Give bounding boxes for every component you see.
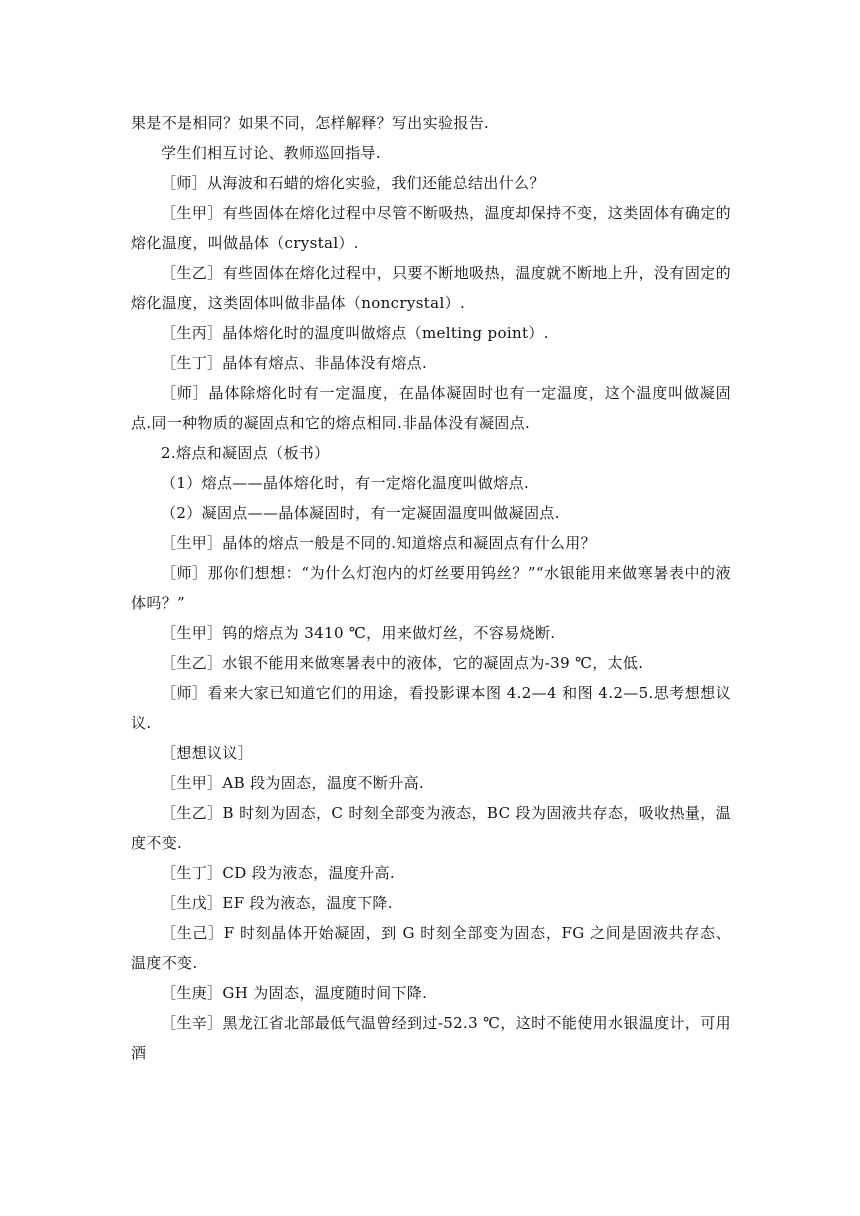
definition-melting-point: （1）熔点——晶体熔化时，有一定熔化温度叫做熔点.	[161, 474, 530, 492]
paragraph-student-question: ［生甲］晶体的熔点一般是不同的.知道熔点和凝固点有什么用？	[161, 534, 596, 552]
paragraph-heilongjiang: ［生辛］黑龙江省北部最低气温曾经到过-52.3 ℃，这时不能使用水银温度计，可用酒	[131, 1014, 731, 1062]
definition-freezing-point: （2）凝固点——晶体凝固时，有一定凝固温度叫做凝固点.	[161, 504, 560, 522]
paragraph-teacher-question: ［师］从海波和石蜡的熔化实验，我们还能总结出什么？	[161, 174, 545, 192]
paragraph-tungsten: ［生甲］钨的熔点为 3410 ℃，用来做灯丝，不容易烧断.	[161, 624, 556, 642]
paragraph-discussion: 学生们相互讨论、教师巡回指导.	[161, 144, 382, 162]
paragraph-figure-reference: ［师］看来大家已知道它们的用途，看投影课本图 4.2—4 和图 4.2—5.思考想想议议.	[131, 684, 731, 732]
paragraph-teacher-prompt: ［师］那你们想想：“为什么灯泡内的灯丝要用钨丝？”“水银能用来做寒暑表中的液体吗？”	[131, 564, 731, 612]
paragraph-freezing-point: ［师］晶体除熔化时有一定温度，在晶体凝固时也有一定温度，这个温度叫做凝固点.同一种物质的凝固点和它的熔点相同.非晶体没有凝固点.	[131, 384, 731, 432]
paragraph-noncrystal-definition: ［生乙］有些固体在熔化过程中，只要不断地吸热，温度就不断地上升，没有固定的熔化温度，这类固体叫做非晶体（noncrystal）.	[131, 264, 731, 312]
document-body	[131, 108, 731, 1068]
paragraph-ab-segment: ［生甲］AB 段为固态，温度不断升高.	[161, 774, 425, 792]
paragraph-gh-segment: ［生庚］GH 为固态，温度随时间下降.	[161, 984, 428, 1002]
subheading-think-discuss: ［想想议议］	[161, 744, 254, 762]
paragraph-ef-segment: ［生戊］EF 段为液态，温度下降.	[161, 894, 393, 912]
paragraph-bc-segment: ［生乙］B 时刻为固态，C 时刻全部变为液态，BC 段为固液共存态，吸收热量，温度不变.	[131, 804, 731, 852]
paragraph-crystal-comparison: ［生丁］晶体有熔点、非晶体没有熔点.	[161, 354, 428, 372]
paragraph-mercury: ［生乙］水银不能用来做寒暑表中的液体，它的凝固点为-39 ℃，太低.	[161, 654, 644, 672]
paragraph-fg-segment: ［生己］F 时刻晶体开始凝固，到 G 时刻全部变为固态，FG 之间是固液共存态、温度不变.	[131, 924, 731, 972]
paragraph-melting-point: ［生丙］晶体熔化时的温度叫做熔点（melting point）.	[161, 324, 549, 342]
paragraph-continuation: 果是不是相同？如果不同，怎样解释？写出实验报告.	[131, 114, 490, 132]
paragraph-cd-segment: ［生丁］CD 段为液态，温度升高.	[161, 864, 395, 882]
section-heading: 2.熔点和凝固点（板书）	[161, 444, 330, 462]
paragraph-crystal-definition: ［生甲］有些固体在熔化过程中尽管不断吸热，温度却保持不变，这类固体有确定的熔化温度，叫做晶体（crystal）.	[131, 204, 731, 252]
